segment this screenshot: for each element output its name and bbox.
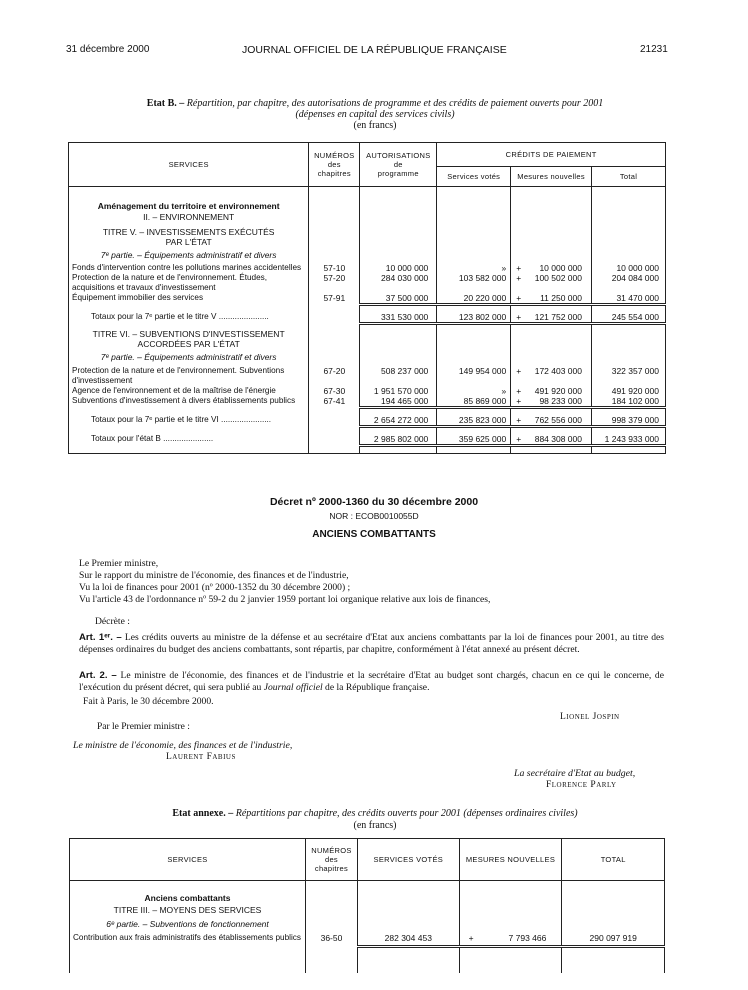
col-credits: CRÉDITS DE PAIEMENT [437, 143, 666, 167]
table-row [69, 386, 666, 396]
row-autorisations: 2 985 802 000 [360, 434, 437, 446]
row-mesures-nouvelles: + 98 233 000 [511, 396, 592, 408]
row-mesures-nouvelles: + 491 920 000 [511, 386, 592, 396]
row-services-votes: 103 582 000 [437, 273, 511, 293]
annexe-row-mesures-nouvelles: + 7 793 466 [459, 931, 562, 947]
row-chapter: 67-20 [309, 366, 360, 386]
signature-fabius: Laurent Fabius [166, 752, 236, 762]
table-row [69, 263, 666, 273]
ministry-title: II. – ENVIRONNEMENT [69, 211, 309, 223]
row-chapter: 57-20 [309, 273, 360, 293]
table-row [69, 273, 666, 293]
decret-p1: Le Premier ministre, [79, 558, 159, 569]
decret-article-1: Art. 1ᵉʳ. – Les crédits ouverts au ministre de la défense et au secrétaire d'Etat aux anciens combattants par la loi de finances pour 2001, au titre des dépenses ordinaires du budget des anciens combattants, sont répartis, par chapitre, conformément à l'état annexé au présent décret. [79, 632, 664, 655]
row-total: 31 470 000 [592, 293, 666, 305]
row-mesures-nouvelles: + 121 752 000 [511, 312, 592, 324]
row-total: 998 379 000 [592, 415, 666, 427]
col-services: SERVICES [69, 143, 309, 187]
annexe-col-services: SERVICES [70, 839, 306, 881]
etat-b-table [68, 142, 666, 454]
row-services-votes: 20 220 000 [437, 293, 511, 305]
decret-heading: ANCIENS COMBATTANTS [312, 529, 436, 540]
row-label: Équipement immobilier des services [69, 293, 309, 305]
row-autorisations: 10 000 000 [360, 263, 437, 273]
titre-vi-2: ACCORDÉES PAR L'ÉTAT [69, 339, 309, 349]
partie-v: 7ᵉ partie. – Équipements administratif et divers [69, 250, 309, 260]
row-label: Totaux pour la 7ᵉ partie et le titre V ...................... [69, 312, 309, 324]
row-mesures-nouvelles: + 884 308 000 [511, 434, 592, 446]
col-mesures-nouvelles: Mesures nouvelles [511, 167, 592, 187]
etat-annexe-title: Etat annexe. – Répartitions par chapitre, des crédits ouverts pour 2001 (dépenses ordinaires civiles) (en francs) [172, 808, 578, 831]
annexe-col-services-votes: SERVICES VOTÉS [357, 839, 459, 881]
row-chapter [309, 312, 360, 324]
titre-vi: TITRE VI. – SUBVENTIONS D'INVESTISSEMENT [69, 329, 309, 339]
row-chapter: 57-10 [309, 263, 360, 273]
etat-annexe-table [69, 838, 665, 973]
decret-article-2: Art. 2. – Le ministre de l'économie, des finances et de l'industrie et la secrétaire d'Etat au budget sont chargés, chacun en ce qui le concerne, de l'exécution du présent décret, qui sera publié au Journal officiel de la République française. [79, 670, 664, 693]
decret-p4: Vu l'article 43 de l'ordonnance nº 59-2 du 2 janvier 1959 portant loi organique relative aux lois de finances, [79, 594, 491, 605]
row-label: Totaux pour l'état B ...................... [69, 434, 309, 446]
row-mesures-nouvelles: + 762 556 000 [511, 415, 592, 427]
row-services-votes: » [437, 263, 511, 273]
row-autorisations: 2 654 272 000 [360, 415, 437, 427]
row-total: 184 102 000 [592, 396, 666, 408]
section-title: Aménagement du territoire et environnement [69, 201, 309, 211]
annexe-row-chapter: 36-50 [305, 931, 357, 947]
row-services-votes: 123 802 000 [437, 312, 511, 324]
row-label: Subventions d'investissement à divers établissements publics [69, 396, 309, 408]
row-services-votes: 85 869 000 [437, 396, 511, 408]
row-chapter [309, 415, 360, 427]
col-numeros: NUMÉROS des chapitres [309, 143, 360, 187]
row-label: Totaux pour la 7ᵉ partie et le titre VI ...................... [69, 415, 309, 427]
annexe-titre: TITRE III. – MOYENS DES SERVICES [70, 903, 306, 917]
annexe-section: Anciens combattants [70, 893, 306, 903]
row-services-votes: 149 954 000 [437, 366, 511, 386]
row-chapter: 67-30 [309, 386, 360, 396]
row-autorisations: 1 951 570 000 [360, 386, 437, 396]
row-label: Protection de la nature et de l'environnement. Études, acquisitions et travaux d'investissement [69, 273, 309, 293]
row-autorisations: 508 237 000 [360, 366, 437, 386]
row-mesures-nouvelles: + 11 250 000 [511, 293, 592, 305]
annexe-col-total: TOTAL [562, 839, 665, 881]
annexe-col-numeros: NUMÉROS des chapitres [305, 839, 357, 881]
decret-p3: Vu la loi de finances pour 2001 (nº 2000-1352 du 30 décembre 2000) ; [79, 582, 351, 593]
decret-title: Décret nº 2000-1360 du 30 décembre 2000 [269, 496, 479, 508]
row-autorisations: 284 030 000 [360, 273, 437, 293]
decret-fait: Fait à Paris, le 30 décembre 2000. [83, 696, 214, 707]
row-chapter: 57-91 [309, 293, 360, 305]
table-row [69, 366, 666, 386]
par-premier-ministre: Par le Premier ministre : [97, 722, 190, 732]
row-total: 491 920 000 [611, 386, 659, 396]
annexe-row-services-votes: 282 304 453 [357, 931, 459, 947]
header-journal-title: JOURNAL OFFICIEL DE LA RÉPUBLIQUE FRANÇAISE [242, 44, 507, 56]
annexe-row-label: Contribution aux frais administratifs des établissements publics [70, 931, 306, 947]
row-mesures-nouvelles: + 172 403 000 [511, 366, 592, 386]
titre-v-2: PAR L'ÉTAT [69, 237, 309, 247]
total-row [69, 312, 666, 324]
annexe-col-mesures-nouvelles: MESURES NOUVELLES [459, 839, 562, 881]
row-total: 322 357 000 [611, 366, 659, 376]
signature-premier-ministre: Lionel Jospin [560, 712, 620, 722]
header-page-number: 21231 [640, 44, 668, 55]
decret-nor: NOR : ECOB0010055D [329, 511, 419, 521]
row-autorisations: 37 500 000 [360, 293, 437, 305]
row-total: 1 243 933 000 [592, 434, 666, 446]
row-services-votes: 359 625 000 [437, 434, 511, 446]
row-total: 10 000 000 [616, 263, 659, 273]
decret-decrete: Décrète : [95, 616, 130, 627]
titre-v: TITRE V. – INVESTISSEMENTS EXÉCUTÉS [69, 227, 309, 237]
row-label: Protection de la nature et de l'environnement. Subventions d'investissement [69, 366, 309, 386]
ministre-economie: Le ministre de l'économie, des finances et de l'industrie, [73, 740, 293, 751]
row-autorisations: 331 530 000 [360, 312, 437, 324]
col-services-votes: Services votés [437, 167, 511, 187]
row-label: Agence de l'environnement et de la maîtrise de l'énergie [69, 386, 309, 396]
row-mesures-nouvelles: + 100 502 000 [511, 273, 592, 293]
col-total: Total [592, 167, 666, 187]
header-date: 31 décembre 2000 [66, 44, 150, 55]
row-services-votes: » [437, 386, 511, 396]
total-row [69, 415, 666, 427]
annexe-row-total: 290 097 919 [562, 931, 665, 947]
row-label: Fonds d'intervention contre les pollutions marines accidentelles [69, 263, 309, 273]
table-row [69, 293, 666, 305]
col-autorisations: AUTORISATIONS de programme [360, 143, 437, 187]
row-mesures-nouvelles: + 10 000 000 [511, 263, 592, 273]
signature-parly: Florence Parly [546, 780, 617, 790]
etat-b-title: Etat B. – Répartition, par chapitre, des autorisations de programme et des crédits de paiement ouverts pour 2001 (dépenses en capital des services civils) (en francs) [146, 98, 604, 131]
annexe-partie: 6ᵉ partie. – Subventions de fonctionnement [70, 917, 306, 931]
row-chapter [309, 434, 360, 446]
total-row [69, 434, 666, 446]
annexe-table-row [70, 931, 665, 947]
row-total: 204 084 000 [611, 273, 659, 283]
row-total: 245 554 000 [592, 312, 666, 324]
row-services-votes: 235 823 000 [437, 415, 511, 427]
partie-vi: 7ᵉ partie. – Équipements administratif et divers [69, 352, 309, 362]
decret-p2: Sur le rapport du ministre de l'économie, des finances et de l'industrie, [79, 570, 349, 581]
row-autorisations: 194 465 000 [360, 396, 437, 408]
secretaire-budget: La secrétaire d'Etat au budget, [514, 768, 636, 779]
table-row [69, 396, 666, 408]
row-chapter: 67-41 [309, 396, 360, 408]
